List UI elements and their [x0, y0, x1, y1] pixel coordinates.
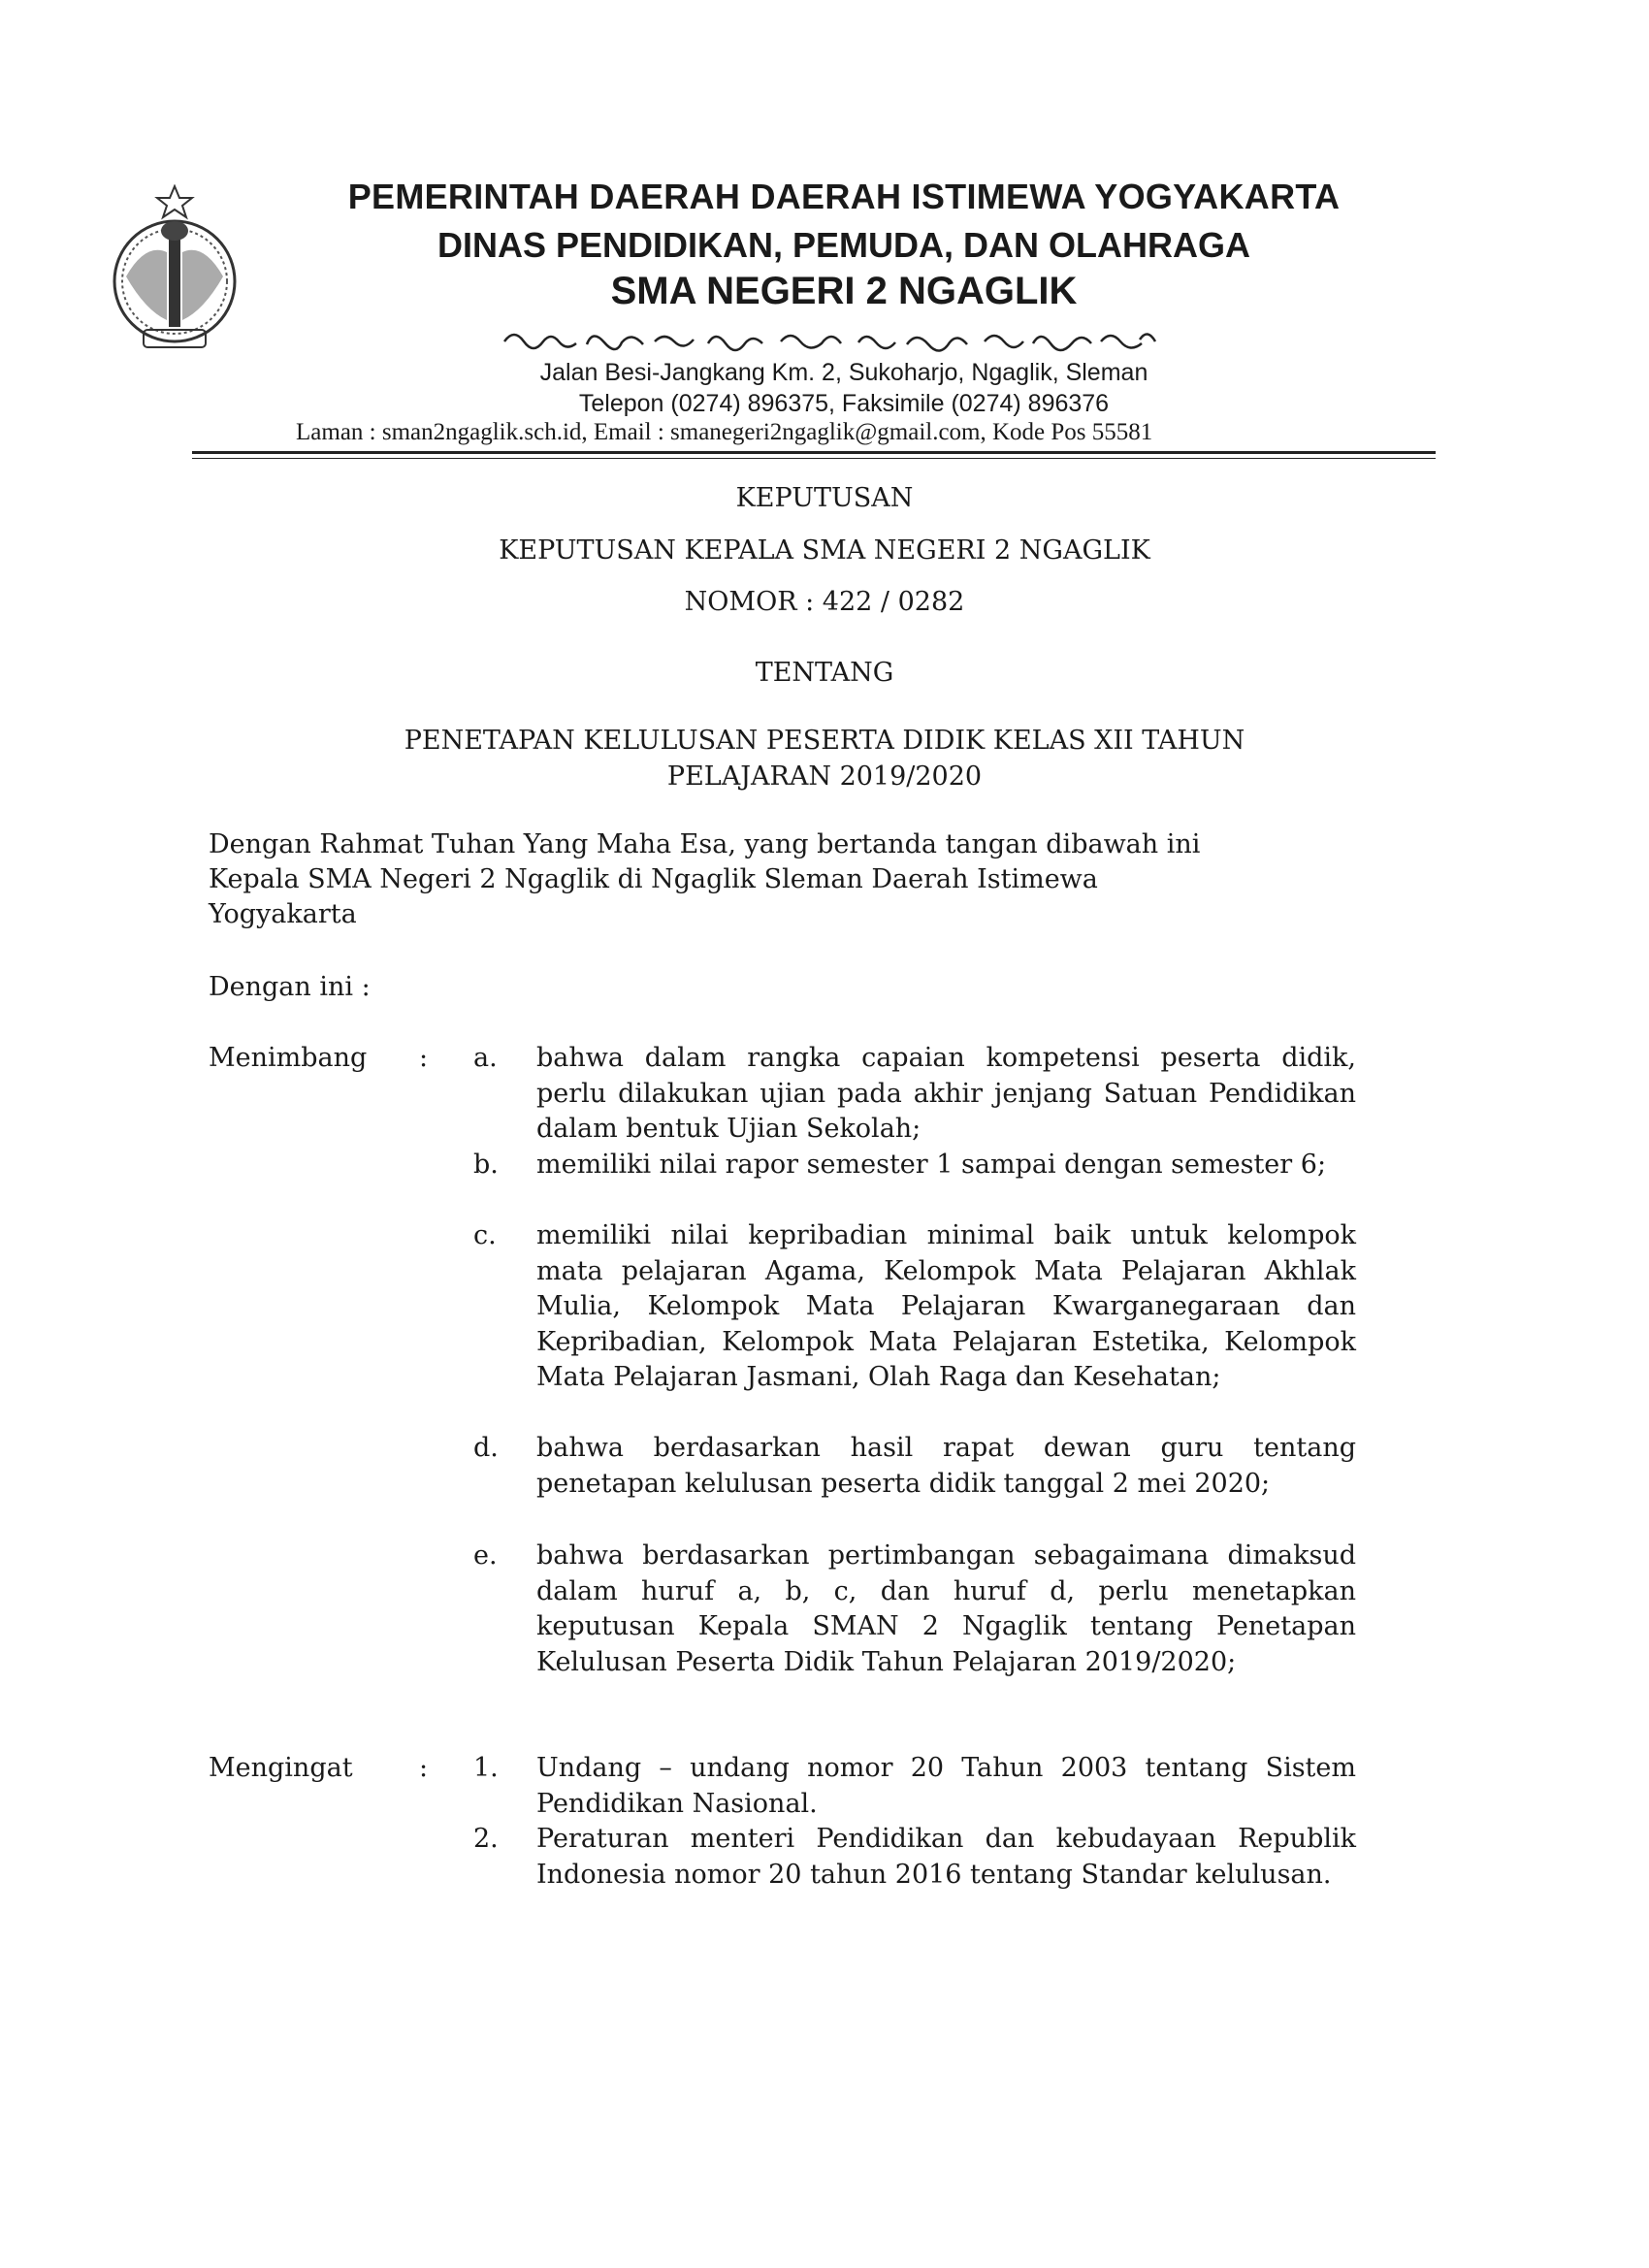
intro-line1: Dengan Rahmat Tuhan Yang Maha Esa, yang bertanda tangan dibawah ini	[209, 829, 1201, 859]
intro-line3: Yogyakarta	[209, 899, 357, 929]
mengingat-item-number: 2.	[473, 1824, 499, 1854]
decision-subject-line1: PENETAPAN KELULUSAN PESERTA DIDIK KELAS XII TAHUN	[404, 726, 1245, 756]
menimbang-item-text: memiliki nilai rapor semester 1 sampai dengan semester 6;	[536, 1150, 1327, 1180]
menimbang-colon: :	[419, 1043, 429, 1073]
letterhead-address: Jalan Besi-Jangkang Km. 2, Sukoharjo, Ngaglik, Sleman	[539, 359, 1148, 386]
mengingat-item-text: Undang – undang nomor 20 Tahun 2003 tentang Sistem Pendidikan Nasional.	[536, 1753, 1356, 1819]
menimbang-item-text: bahwa berdasarkan pertimbangan sebagaimana dimaksud dalam huruf a, b, c, dan huruf d, perlu menetapkan keputusan Kepala SMAN 2 Ngaglik tentang Penetapan Kelulusan Peserta Didik Tahun Pelajaran 2019/2020;	[536, 1540, 1356, 1677]
letterhead-website-email: Laman : sman2ngaglik.sch.id, Email : smanegeri2ngaglik@gmail.com, Kode Pos 55581	[296, 419, 1153, 445]
mengingat-label: Mengingat	[209, 1753, 353, 1783]
emblem-daerah-istimewa-yogyakarta-icon	[107, 184, 242, 364]
decision-title: KEPUTUSAN	[735, 483, 914, 513]
menimbang-item-text: bahwa dalam rangka capaian kompetensi peserta didik, perlu dilakukan ujian pada akhir jenjang Satuan Pendidikan dalam bentuk Ujian Sekolah;	[536, 1043, 1356, 1144]
decision-number: NOMOR : 422 / 0282	[684, 587, 965, 617]
mengingat-item-number: 1.	[473, 1753, 499, 1783]
letterhead-divider-thin	[192, 458, 1436, 459]
letterhead-divider-thick	[192, 451, 1436, 454]
intro-line2: Kepala SMA Negeri 2 Ngaglik di Ngaglik Sleman Daerah Istimewa	[209, 864, 1098, 894]
mengingat-colon: :	[419, 1753, 429, 1783]
mengingat-item-text: Peraturan menteri Pendidikan dan kebudayaan Republik Indonesia nomor 20 tahun 2016 tentang Standar kelulusan.	[536, 1824, 1356, 1890]
decision-subject-line2: PELAJARAN 2019/2020	[666, 761, 983, 792]
letterhead-school: SMA NEGERI 2 NGAGLIK	[610, 270, 1078, 312]
menimbang-item-text: bahwa berdasarkan hasil rapat dewan guru tentang penetapan kelulusan peserta didik tanggal 2 mei 2020;	[536, 1433, 1356, 1499]
decision-subtitle: KEPUTUSAN KEPALA SMA NEGERI 2 NGAGLIK	[499, 535, 1150, 566]
menimbang-label: Menimbang	[209, 1043, 368, 1073]
letterhead-department: DINAS PENDIDIKAN, PEMUDA, DAN OLAHRAGA	[436, 225, 1251, 265]
menimbang-item-letter: c.	[473, 1220, 497, 1250]
decision-about: TENTANG	[755, 658, 894, 688]
letterhead-phone: Telepon (0274) 896375, Faksimile (0274) 896376	[578, 390, 1110, 417]
menimbang-item-letter: b.	[473, 1150, 499, 1180]
intro-dengan-ini: Dengan ini :	[209, 972, 371, 1002]
letterhead-government: PEMERINTAH DAERAH DAERAH ISTIMEWA YOGYAKARTA	[347, 177, 1341, 216]
menimbang-item-text: memiliki nilai kepribadian minimal baik untuk kelompok mata pelajaran Agama, Kelompok Mata Pelajaran Akhlak Mulia, Kelompok Mata Pelajaran Kwarganegaraan dan Kepribadian, Kelompok Mata Pelajaran Estetika, Kelompok Mata Pelajaran Jasmani, Olah Raga dan Kesehatan;	[536, 1220, 1356, 1392]
menimbang-item-letter: d.	[473, 1433, 499, 1463]
menimbang-item-letter: a.	[473, 1043, 498, 1073]
menimbang-item-letter: e.	[473, 1540, 498, 1571]
javanese-script-name-icon	[500, 320, 1179, 359]
